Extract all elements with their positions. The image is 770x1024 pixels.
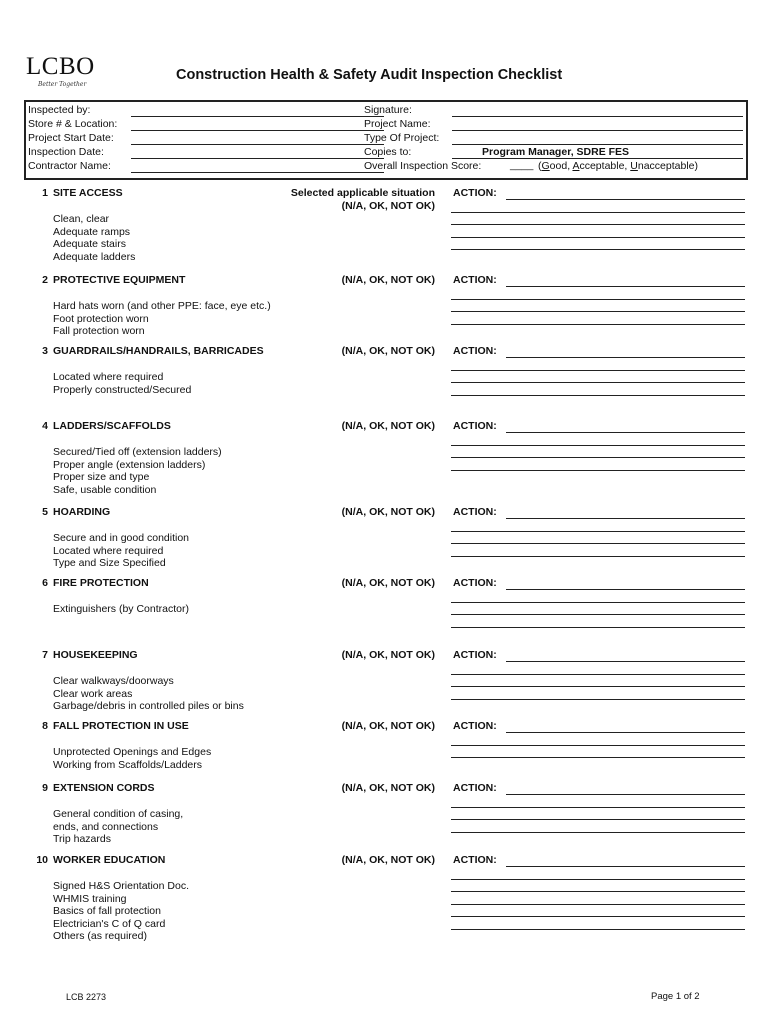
action-line[interactable] — [451, 470, 745, 471]
action-line[interactable] — [506, 589, 745, 590]
checklist-item: Located where required — [53, 371, 164, 383]
action-line[interactable] — [451, 370, 745, 371]
section-title: GUARDRAILS/HANDRAILS, BARRICADES — [53, 345, 264, 357]
action-line[interactable] — [506, 866, 745, 867]
action-line[interactable] — [451, 929, 745, 930]
section-title: WORKER EDUCATION — [53, 854, 166, 866]
section-title: SITE ACCESS — [53, 187, 123, 199]
action-line[interactable] — [451, 819, 745, 820]
section-title: HOUSEKEEPING — [53, 649, 138, 661]
action-line[interactable] — [451, 324, 745, 325]
section-number: 3 — [42, 345, 48, 357]
form-number: LCB 2273 — [66, 992, 107, 1002]
lcbo-logo — [26, 54, 106, 88]
logo-tagline: Better Together — [38, 81, 87, 88]
section-number: 4 — [42, 420, 48, 432]
inspected-by-label: Inspected by: — [28, 104, 91, 116]
action-label: ACTION: — [453, 187, 497, 199]
checklist-item: Foot protection worn — [53, 312, 149, 325]
inspection-date-field[interactable] — [131, 158, 384, 159]
store-location-label: Store # & Location: — [28, 118, 118, 130]
project-start-date-field[interactable] — [131, 144, 384, 145]
action-line[interactable] — [451, 916, 745, 917]
options-choices[interactable]: (N/A, OK, NOT OK) — [341, 200, 435, 212]
action-label: ACTION: — [453, 420, 497, 432]
action-line[interactable] — [506, 357, 745, 358]
type-of-project-field[interactable] — [452, 144, 743, 145]
action-line[interactable] — [451, 212, 745, 213]
logo-wordmark: LCBO — [26, 53, 95, 80]
checklist-item: Fall protection worn — [53, 325, 145, 337]
checklist-item: Adequate ramps — [53, 225, 131, 238]
action-line[interactable] — [451, 224, 745, 225]
checklist-item: General condition of casing, — [53, 808, 184, 820]
checklist-item: Clear work areas — [53, 687, 133, 700]
checklist-item: Hard hats worn (and other PPE: face, eye etc.) — [53, 300, 271, 312]
checklist-item: Others (as required) — [53, 930, 147, 942]
contractor-name-label: Contractor Name: — [28, 160, 111, 172]
action-line[interactable] — [451, 745, 745, 746]
action-line[interactable] — [451, 879, 745, 880]
section-number: 10 — [36, 854, 48, 866]
action-line[interactable] — [506, 794, 745, 795]
section-number: 9 — [42, 782, 48, 794]
copies-to-field — [452, 158, 743, 159]
header-info-box — [24, 100, 748, 180]
inspected-by-field[interactable] — [131, 116, 384, 117]
action-line[interactable] — [506, 286, 745, 287]
action-line[interactable] — [506, 661, 745, 662]
checklist-item: Working from Scaffolds/Ladders — [53, 758, 203, 771]
action-label: ACTION: — [453, 720, 497, 732]
action-line[interactable] — [506, 432, 745, 433]
checklist-item: Garbage/debris in controlled piles or bins — [53, 700, 244, 712]
action-line[interactable] — [451, 445, 745, 446]
options-choices[interactable]: (N/A, OK, NOT OK) — [341, 506, 435, 518]
action-line[interactable] — [451, 699, 745, 700]
action-label: ACTION: — [453, 345, 497, 357]
page-number: Page 1 of 2 — [651, 991, 700, 1002]
action-line[interactable] — [451, 457, 745, 458]
section-title: LADDERS/SCAFFOLDS — [53, 420, 171, 432]
action-label: ACTION: — [453, 577, 497, 589]
action-line[interactable] — [451, 807, 745, 808]
action-line[interactable] — [451, 757, 745, 758]
action-line[interactable] — [451, 237, 745, 238]
checklist-item: Proper angle (extension ladders) — [53, 458, 206, 471]
options-choices[interactable]: (N/A, OK, NOT OK) — [341, 720, 435, 732]
signature-label: Signature: — [364, 104, 412, 116]
options-choices[interactable]: (N/A, OK, NOT OK) — [341, 274, 435, 286]
checklist-item: Signed H&S Orientation Doc. — [53, 880, 189, 892]
checklist-item: ends, and connections — [53, 820, 159, 833]
overall-score-blank[interactable]: ____ — [510, 159, 534, 171]
section-title: PROTECTIVE EQUIPMENT — [53, 274, 186, 286]
contractor-name-field[interactable] — [131, 172, 384, 173]
section-title: FALL PROTECTION IN USE — [53, 720, 189, 732]
action-line[interactable] — [451, 602, 745, 603]
action-line[interactable] — [451, 311, 745, 312]
action-line[interactable] — [451, 543, 745, 544]
checklist-item: Clean, clear — [53, 213, 110, 225]
signature-field[interactable] — [452, 116, 743, 117]
action-line[interactable] — [451, 627, 745, 628]
section-title: EXTENSION CORDS — [53, 782, 155, 794]
project-start-date-label: Project Start Date: — [28, 132, 114, 144]
inspection-date-label: Inspection Date: — [28, 146, 104, 158]
overall-score-label: Overall Inspection Score: — [364, 160, 482, 172]
checklist-item: Basics of fall protection — [53, 905, 161, 917]
options-choices[interactable]: (N/A, OK, NOT OK) — [341, 577, 435, 589]
section-number: 7 — [42, 649, 48, 661]
checklist-item: Secured/Tied off (extension ladders) — [53, 446, 222, 458]
options-choices[interactable]: (N/A, OK, NOT OK) — [341, 420, 435, 432]
checklist-item: Clear walkways/doorways — [53, 675, 174, 687]
section-number: 8 — [42, 720, 48, 732]
options-choices[interactable]: (N/A, OK, NOT OK) — [341, 345, 435, 357]
options-choices[interactable]: (N/A, OK, NOT OK) — [341, 782, 435, 794]
action-line[interactable] — [506, 199, 745, 200]
checklist-item: Extinguishers (by Contractor) — [53, 603, 189, 615]
checklist-item: Adequate stairs — [53, 238, 126, 250]
checklist-item: WHMIS training — [53, 892, 127, 905]
action-line[interactable] — [451, 531, 745, 532]
action-line[interactable] — [451, 686, 745, 687]
action-line[interactable] — [451, 249, 745, 250]
score-legend: (Good, Acceptable, Unacceptable) — [538, 160, 698, 172]
section-number: 2 — [42, 274, 48, 286]
action-label: ACTION: — [453, 506, 497, 518]
section-number: 5 — [42, 506, 48, 518]
project-name-field[interactable] — [452, 130, 743, 131]
action-line[interactable] — [451, 382, 745, 383]
section-title: HOARDING — [53, 506, 111, 518]
action-label: ACTION: — [453, 782, 497, 794]
action-label: ACTION: — [453, 649, 497, 661]
action-line[interactable] — [451, 614, 745, 615]
checklist-item: Secure and in good condition — [53, 532, 190, 544]
section-number: 1 — [42, 187, 48, 199]
action-label: ACTION: — [453, 274, 497, 286]
section-title: FIRE PROTECTION — [53, 577, 149, 589]
copies-to-value: Program Manager, SDRE FES — [482, 146, 630, 158]
action-line[interactable] — [506, 732, 745, 733]
options-header: Selected applicable situation — [290, 187, 435, 199]
type-of-project-label: Type Of Project: — [364, 132, 440, 144]
options-choices[interactable]: (N/A, OK, NOT OK) — [341, 649, 435, 661]
project-name-label: Project Name: — [364, 118, 431, 130]
action-line[interactable] — [451, 674, 745, 675]
options-choices[interactable]: (N/A, OK, NOT OK) — [341, 854, 435, 866]
checklist-item: Type and Size Specified — [53, 557, 166, 569]
checklist-item: Adequate ladders — [53, 250, 136, 263]
checklist-item: Proper size and type — [53, 471, 150, 483]
checklist-item: Electrician's C of Q card — [53, 917, 166, 930]
section-number: 6 — [42, 577, 48, 589]
checklist-item: Trip hazards — [53, 833, 111, 845]
store-location-field[interactable] — [131, 130, 384, 131]
action-line[interactable] — [451, 891, 745, 892]
action-line[interactable] — [506, 518, 745, 519]
action-line[interactable] — [451, 395, 745, 396]
action-line[interactable] — [451, 904, 745, 905]
checklist-item: Properly constructed/Secured — [53, 383, 192, 396]
checklist-item: Safe, usable condition — [53, 483, 157, 496]
action-label: ACTION: — [453, 854, 497, 866]
action-line[interactable] — [451, 299, 745, 300]
page-title: Construction Health & Safety Audit Inspection Checklist — [176, 67, 563, 83]
checklist-item: Unprotected Openings and Edges — [53, 746, 212, 758]
action-line[interactable] — [451, 832, 745, 833]
action-line[interactable] — [451, 556, 745, 557]
checklist-item: Located where required — [53, 544, 164, 557]
copies-to-label: Copies to: — [364, 146, 412, 158]
